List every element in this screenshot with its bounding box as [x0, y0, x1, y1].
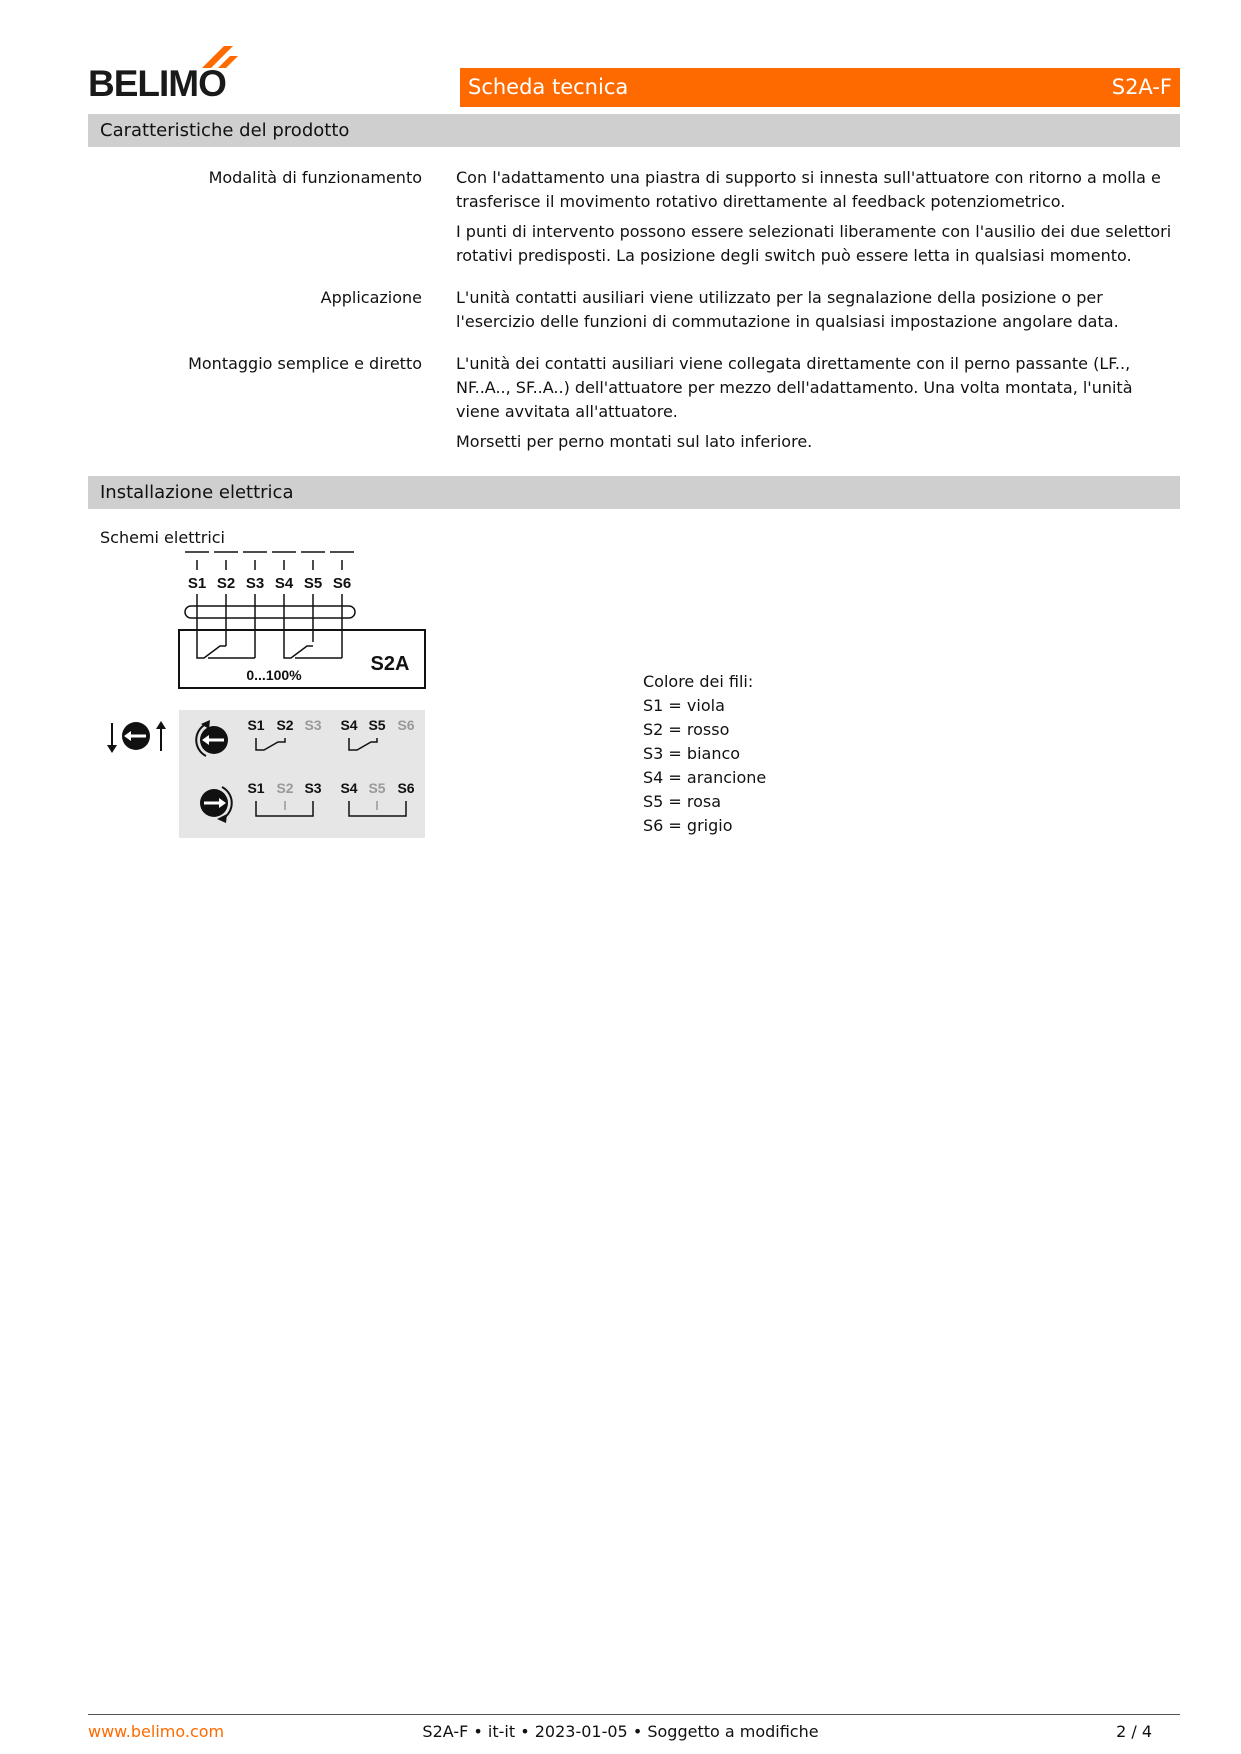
- wire-color-item: S4 = arancione: [643, 768, 767, 787]
- table-s1-bottom: S1: [247, 780, 265, 796]
- paragraph: Con l'adattamento una piastra di supporto si innesta sull'attuatore con ritorno a molla e trasferisce il movimento rotativo direttamente al feedback potenziometrico.: [456, 168, 1161, 211]
- device-label: S2A: [370, 653, 410, 675]
- footer-website-link[interactable]: www.belimo.com: [88, 1722, 225, 1741]
- belimo-logo: [88, 46, 242, 104]
- wiring-diagram: [88, 548, 448, 848]
- paragraph: I punti di intervento possono essere selezionati liberamente con l'ausilio dei due selettori rotativi predisposti. La posizione degli switch può essere letta in qualsiasi momento.: [456, 222, 1172, 265]
- table-s6-bottom: S6: [397, 780, 415, 796]
- feature-label: Modalità di funzionamento: [208, 168, 422, 187]
- table-s3-top: S3: [304, 717, 322, 733]
- section-header-product-features: [88, 114, 1180, 147]
- terminal-label-s1: S1: [187, 575, 207, 592]
- wire-color-item: S6 = grigio: [643, 816, 733, 835]
- paragraph: L'unità dei contatti ausiliari viene collegata direttamente con il perno passante (LF.., NF..A.., SF..A..) dell'attuatore per mezzo dell'adattamento. Una volta montata, l'unità viene avvitata all'attuatore.: [456, 354, 1133, 421]
- table-s3-bottom: S3: [304, 780, 322, 796]
- table-s4-top: S4: [340, 717, 358, 733]
- wire-color-item: S1 = viola: [643, 696, 725, 715]
- footer-document-info: S2A-F • it-it • 2023-01-05 • Soggetto a modifiche: [422, 1722, 819, 1741]
- table-s1-top: S1: [247, 717, 265, 733]
- wire-color-item: S2 = rosso: [643, 720, 730, 739]
- terminal-label-s6: S6: [332, 575, 352, 592]
- rotation-direction-icon: [107, 721, 166, 753]
- feature-label: Applicazione: [320, 288, 422, 307]
- section-title: Caratteristiche del prodotto: [100, 120, 350, 141]
- range-label: 0...100%: [246, 667, 302, 683]
- table-s5-top: S5: [368, 717, 386, 733]
- table-s2-bottom: S2: [276, 780, 294, 796]
- footer-divider: [88, 1714, 1180, 1715]
- logo-wordmark: BELIMO: [88, 63, 226, 104]
- product-code: S2A-F: [1111, 75, 1172, 99]
- terminal-label-s4: S4: [274, 575, 294, 592]
- section-header-electrical-installation: [88, 476, 1180, 509]
- feature-description: [456, 352, 1180, 460]
- terminal-label-s5: S5: [303, 575, 323, 592]
- feature-label: Montaggio semplice e diretto: [188, 354, 422, 373]
- table-s6-top: S6: [397, 717, 415, 733]
- paragraph: L'unità contatti ausiliari viene utilizzato per la segnalazione della posizione o per l'esercizio delle funzioni di commutazione in qualsiasi impostazione angolare data.: [456, 288, 1119, 331]
- terminal-label-s3: S3: [245, 575, 265, 592]
- wire-colors-title: Colore dei fili:: [643, 672, 754, 691]
- wire-colors: [643, 670, 766, 838]
- wire-color-item: S5 = rosa: [643, 792, 722, 811]
- paragraph: Morsetti per perno montati sul lato inferiore.: [456, 432, 813, 451]
- footer-page-number: 2 / 4: [1116, 1722, 1152, 1741]
- title-bar: [460, 68, 1180, 107]
- feature-description: [456, 286, 1180, 340]
- wiring-diagrams-heading: Schemi elettrici: [100, 528, 225, 547]
- table-s2-top: S2: [276, 717, 294, 733]
- terminal-label-s2: S2: [216, 575, 236, 592]
- document-title: Scheda tecnica: [468, 75, 629, 99]
- table-s5-bottom: S5: [368, 780, 386, 796]
- wire-color-item: S3 = bianco: [643, 744, 741, 763]
- feature-description: [456, 166, 1180, 274]
- section-title: Installazione elettrica: [100, 482, 294, 503]
- cable-sheath: [185, 606, 355, 618]
- table-s4-bottom: S4: [340, 780, 358, 796]
